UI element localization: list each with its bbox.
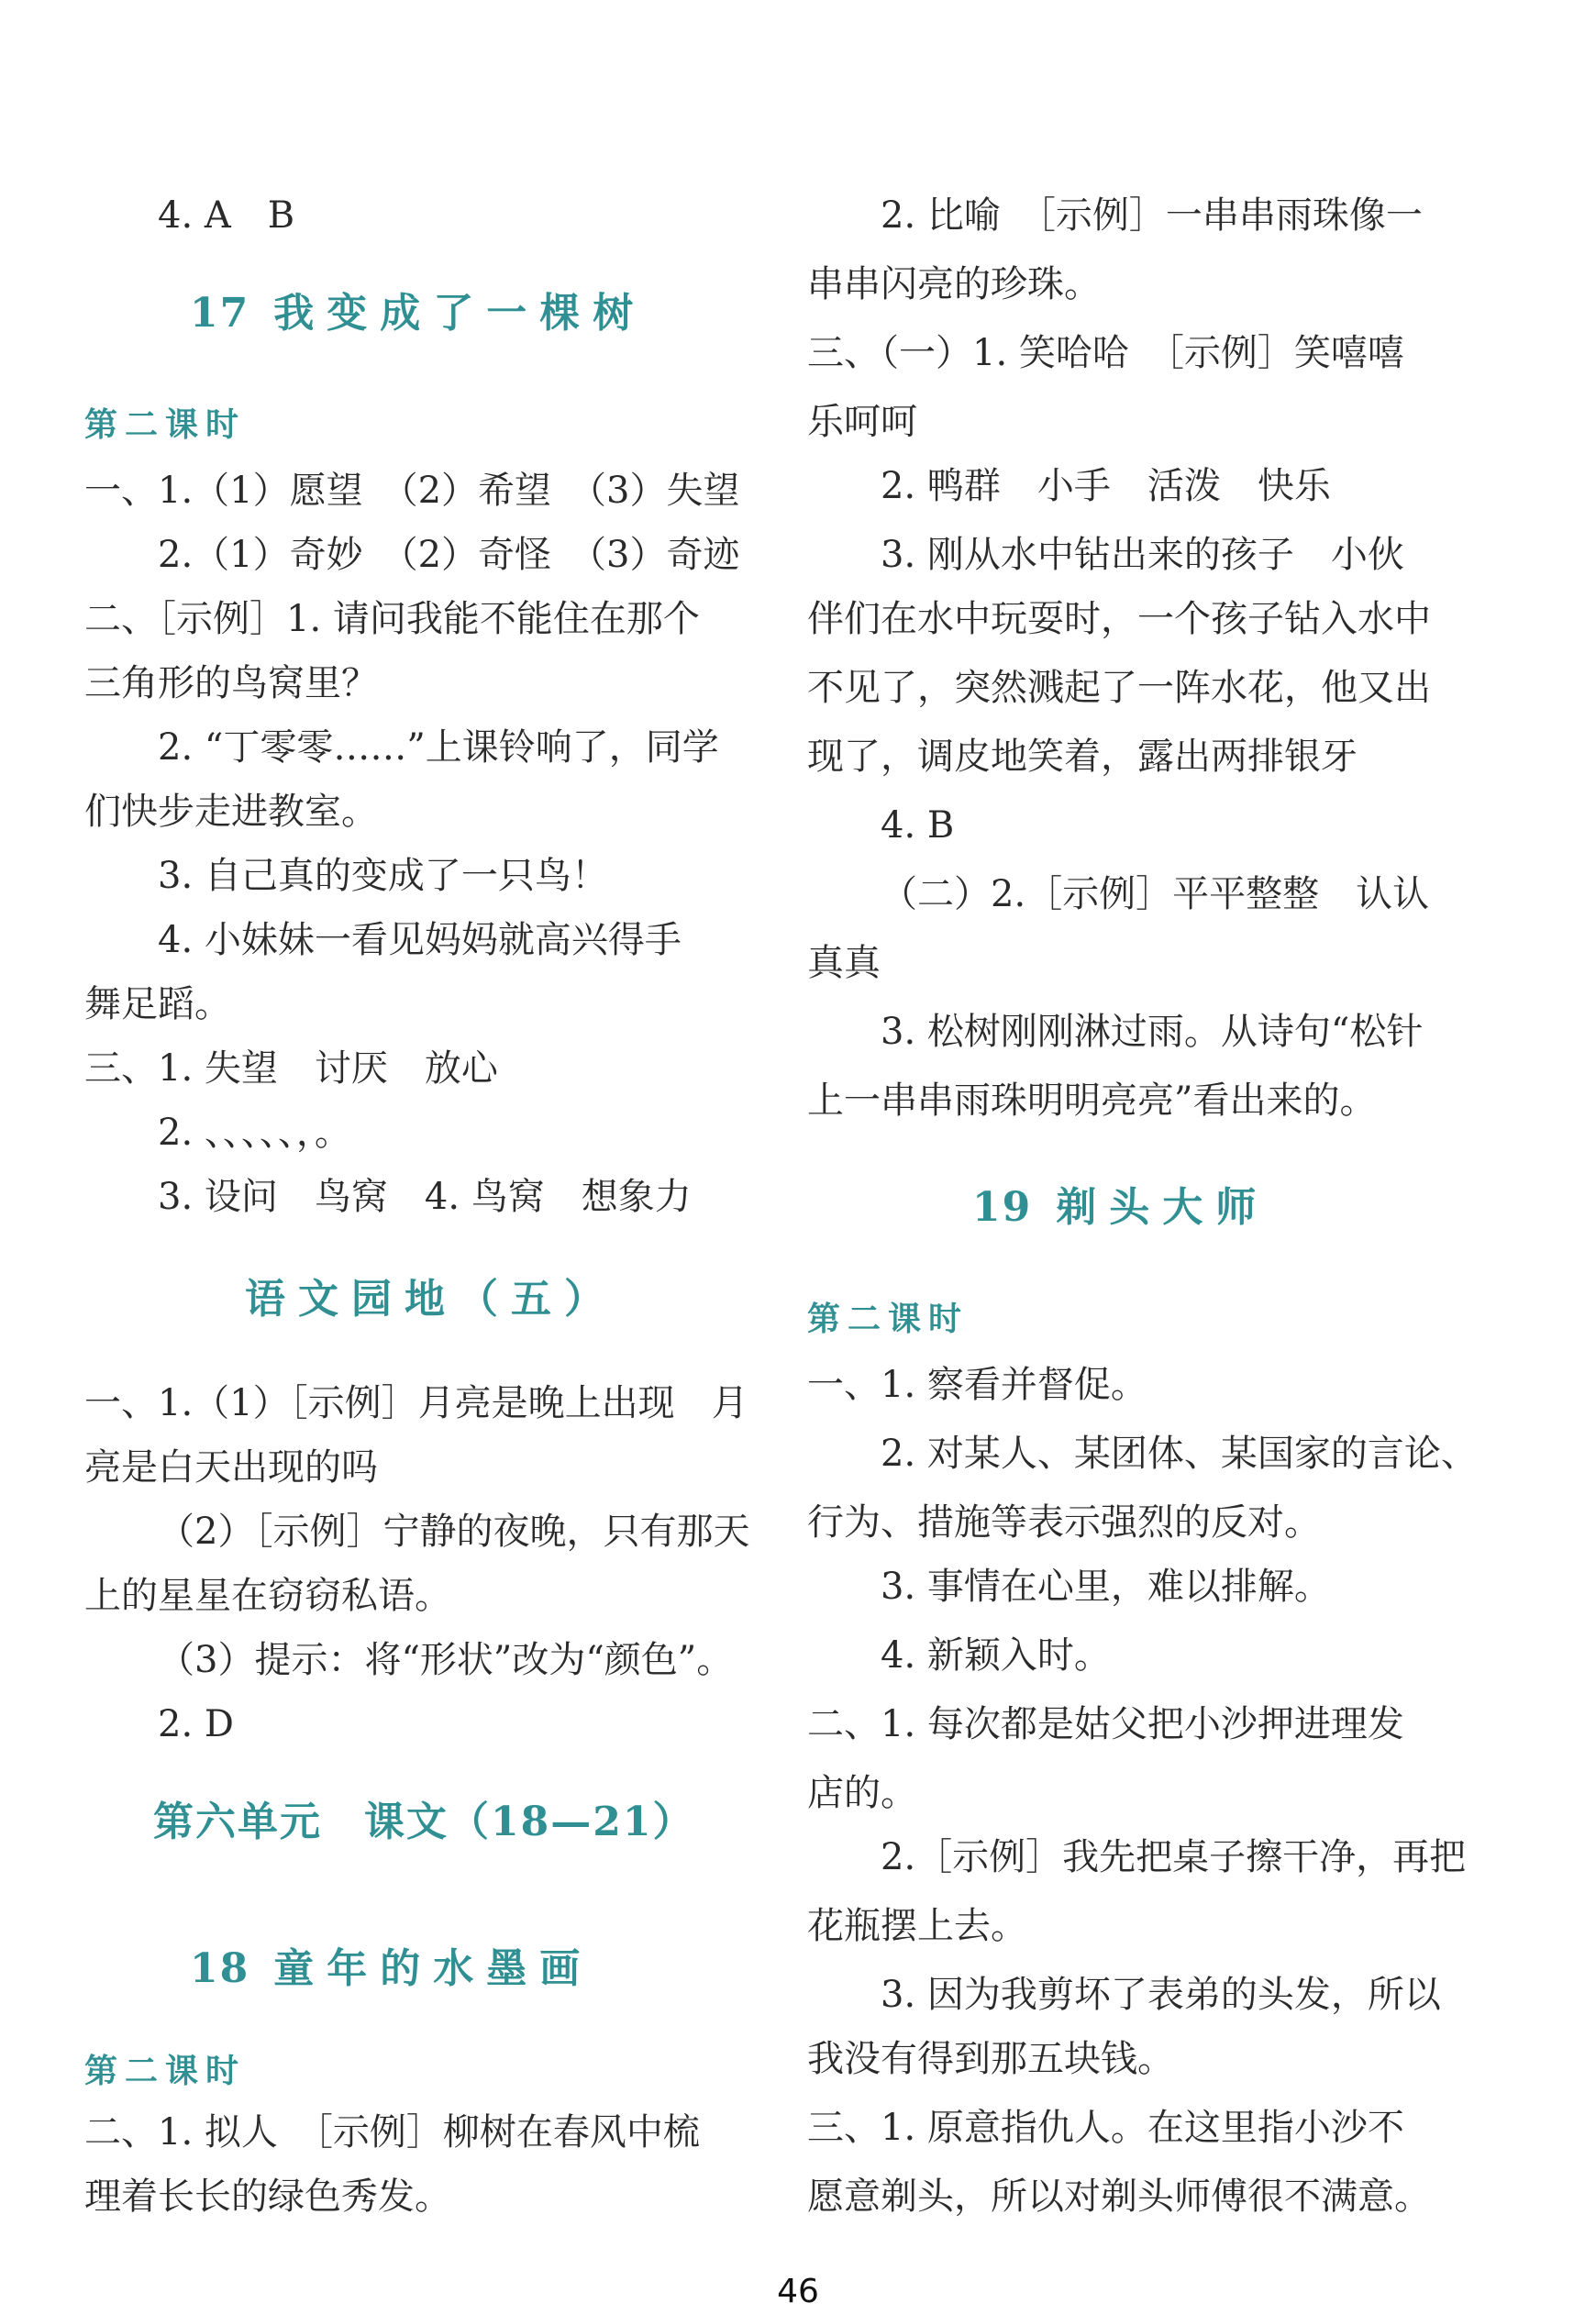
answer-line: 2.（1）奇妙 （2）奇怪 （3）奇迹 bbox=[158, 534, 740, 576]
answer-line: 4. 新颖入时。 bbox=[881, 1634, 1111, 1677]
answer-line: 愿意剃头，所以对剃头师傅很不满意。 bbox=[807, 2176, 1431, 2218]
answer-line: 2. D bbox=[158, 1703, 234, 1745]
answer-line: （二）2.［示例］平平整整 认认 bbox=[881, 873, 1430, 915]
lesson-title bbox=[190, 290, 647, 337]
answer-line: （3）提示：将“形状”改为“颜色”。 bbox=[158, 1639, 734, 1681]
answer-line: 2.［示例］我先把桌子擦干净，再把 bbox=[881, 1836, 1467, 1878]
answer-line: 行为、措施等表示强烈的反对。 bbox=[807, 1501, 1321, 1544]
answer-line: 一、1.（1）［示例］月亮是晚上出现 月 bbox=[84, 1382, 748, 1424]
answer-line: 3. 刚从水中钻出来的孩子 小伙 bbox=[881, 534, 1404, 576]
answer-line: 乐呵呵 bbox=[807, 401, 917, 443]
answer-line: 2. “丁零零……”上课铃响了，同学 bbox=[158, 726, 719, 769]
answer-line: 舞足蹈。 bbox=[84, 983, 231, 1025]
answer-line: 二、1. 拟人 ［示例］柳树在春风中梳 bbox=[84, 2111, 700, 2153]
lesson-title-text: 剃头大师 bbox=[1056, 1184, 1269, 1231]
answer-line: 2. 鸭群 小手 活泼 快乐 bbox=[881, 465, 1331, 507]
answer-line: 三、1. 原意指仇人。在这里指小沙不 bbox=[807, 2107, 1404, 2149]
lesson-title bbox=[245, 1276, 617, 1323]
answer-line: 2. 、、、、、，。 bbox=[158, 1112, 351, 1154]
answer-line: 3. 松树刚刚淋过雨。从诗句“松针 bbox=[881, 1011, 1424, 1053]
answer-line: 三、1. 失望 讨厌 放心 bbox=[84, 1047, 498, 1090]
answer-line: 现了，调皮地笑着，露出两排银牙 bbox=[807, 736, 1358, 778]
class-period-heading: 第二课时 bbox=[84, 2052, 247, 2090]
lesson-title-text: 童年的水墨画 bbox=[273, 1945, 593, 1992]
answer-line: 们快步走进教室。 bbox=[84, 791, 378, 833]
answer-line: 不见了，突然溅起了一阵水花，他又出 bbox=[807, 667, 1431, 709]
lesson-number: 18 bbox=[190, 1945, 250, 1992]
answer-line: 上一串串雨珠明明亮亮”看出来的。 bbox=[807, 1079, 1377, 1122]
lesson-number: 19 bbox=[972, 1184, 1033, 1231]
answer-line: 伴们在水中玩耍时，一个孩子钻入水中 bbox=[807, 598, 1431, 640]
answer-line: 一、1. 察看并督促。 bbox=[807, 1364, 1147, 1406]
answer-line: 二、［示例］1. 请问我能不能住在那个 bbox=[84, 598, 700, 640]
answer-line: 二、1. 每次都是姑父把小沙押进理发 bbox=[807, 1703, 1404, 1745]
answer-line: （2）［示例］宁静的夜晚，只有那天 bbox=[158, 1511, 750, 1553]
answer-line: 三、（一）1. 笑哈哈 ［示例］笑嘻嘻 bbox=[807, 332, 1404, 374]
class-period-heading: 第二课时 bbox=[807, 1300, 970, 1338]
lesson-title-text: 我变成了一棵树 bbox=[273, 290, 647, 337]
answer-line: 亮是白天出现的吗 bbox=[84, 1446, 378, 1489]
answer-line: 真真 bbox=[807, 942, 881, 984]
answer-line: 花瓶摆上去。 bbox=[807, 1905, 1027, 1947]
answer-line: 3. 因为我剪坏了表弟的头发，所以 bbox=[881, 1974, 1441, 2016]
answer-line: 三角形的鸟窝里？ bbox=[84, 662, 378, 704]
class-period-heading: 第二课时 bbox=[84, 405, 247, 444]
page-number: 46 bbox=[777, 2273, 819, 2310]
answer-line: 理着长长的绿色秀发。 bbox=[84, 2176, 451, 2218]
answer-line: 4. A B bbox=[158, 194, 295, 237]
lesson-title bbox=[972, 1184, 1269, 1231]
answer-line: 我没有得到那五块钱。 bbox=[807, 2038, 1174, 2080]
answer-line: 3. 自己真的变成了一只鸟！ bbox=[158, 855, 608, 897]
answer-line: 3. 事情在心里，难以排解。 bbox=[881, 1566, 1331, 1608]
answer-line: 4. 小妹妹一看见妈妈就高兴得手 bbox=[158, 919, 682, 961]
answer-line: 4. B bbox=[881, 804, 955, 847]
unit-heading: 第六单元 课文（18—21） bbox=[153, 1799, 695, 1845]
lesson-title bbox=[190, 1945, 593, 1992]
answer-line: 一、1.（1）愿望 （2）希望 （3）失望 bbox=[84, 470, 740, 512]
answer-line: 3. 设问 鸟窝 4. 鸟窝 想象力 bbox=[158, 1176, 692, 1218]
answer-line: 店的。 bbox=[807, 1772, 917, 1814]
answer-line: 2. 对某人、某团体、某国家的言论、 bbox=[881, 1433, 1478, 1475]
lesson-title-text: 语文园地（五） bbox=[245, 1276, 617, 1323]
answer-line: 串串闪亮的珍珠。 bbox=[807, 263, 1101, 305]
answer-line: 上的星星在窃窃私语。 bbox=[84, 1575, 451, 1617]
lesson-number: 17 bbox=[190, 290, 250, 337]
answer-line: 2. 比喻 ［示例］一串串雨珠像一 bbox=[881, 194, 1423, 237]
